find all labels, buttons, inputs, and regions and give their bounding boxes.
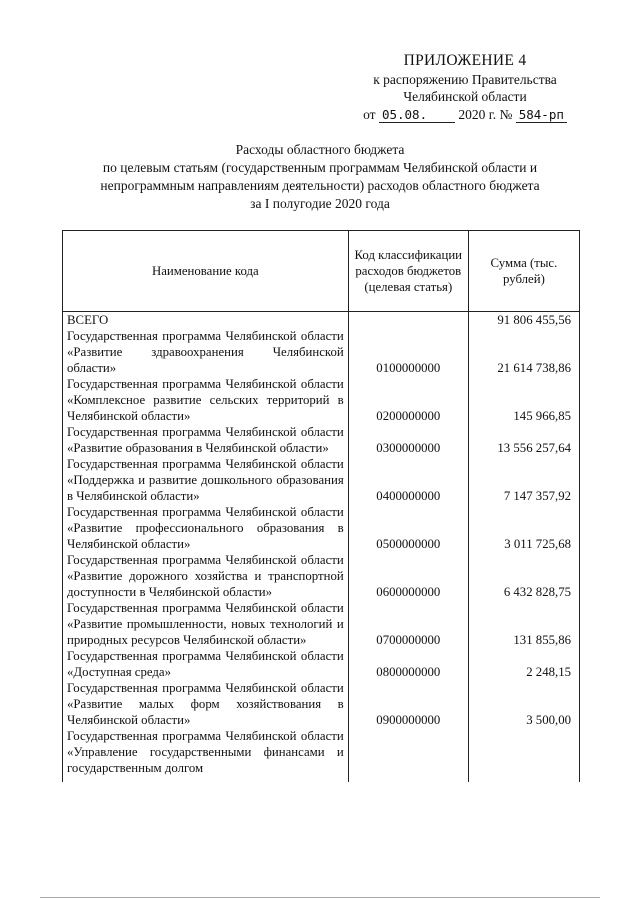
table-row	[63, 648, 580, 680]
title-line-2: по целевым статьям (государственным программам Челябинской области и	[102, 160, 538, 175]
row-sum: 7 147 357,92	[468, 456, 579, 504]
table-row	[63, 600, 580, 648]
row-sum	[468, 728, 579, 782]
table-row	[63, 680, 580, 728]
document-title	[60, 141, 580, 213]
table-row	[63, 424, 580, 456]
row-name: Государственная программа Челябинской области «Управление государственными финансами и государственным долгом	[63, 728, 349, 782]
row-name: Государственная программа Челябинской области «Развитие образования в Челябинской области»	[63, 424, 349, 456]
row-sum: 2 248,15	[468, 648, 579, 680]
row-sum: 3 011 725,68	[468, 504, 579, 552]
row-sum: 145 966,85	[468, 376, 579, 424]
page-bottom-edge	[40, 897, 600, 898]
row-sum: 21 614 738,86	[468, 328, 579, 376]
table-row	[63, 328, 580, 376]
appendix-title: ПРИЛОЖЕНИЕ 4	[403, 52, 527, 69]
row-code: 0700000000	[348, 600, 468, 648]
row-sum: 6 432 828,75	[468, 552, 579, 600]
column-header-name: Наименование кода	[63, 231, 349, 312]
order-reference	[350, 106, 580, 123]
title-line-3: непрограммным направлениям деятельности) расходов областного бюджета	[100, 178, 540, 193]
table-row	[63, 504, 580, 552]
row-name: Государственная программа Челябинской области «Развитие дорожного хозяйства и транспортной доступности в Челябинской области»	[63, 552, 349, 600]
row-name: Государственная программа Челябинской области «Поддержка и развитие дошкольного образования в Челябинской области»	[63, 456, 349, 504]
row-code: 0500000000	[348, 504, 468, 552]
row-code: 0600000000	[348, 552, 468, 600]
budget-table	[62, 230, 580, 782]
header-line-2: Челябинской области	[403, 89, 527, 104]
row-sum: 3 500,00	[468, 680, 579, 728]
row-name: Государственная программа Челябинской области «Развитие промышленности, новых технологий и природных ресурсов Челябинской области»	[63, 600, 349, 648]
total-row	[63, 312, 580, 329]
total-sum: 91 806 455,56	[468, 312, 579, 329]
row-sum: 131 855,86	[468, 600, 579, 648]
row-name: Государственная программа Челябинской области «Доступная среда»	[63, 648, 349, 680]
title-line-1: Расходы областного бюджета	[235, 142, 405, 157]
row-name: Государственная программа Челябинской области «Развитие профессионального образования в Челябинской области»	[63, 504, 349, 552]
row-sum: 13 556 257,64	[468, 424, 579, 456]
appendix-header	[350, 52, 580, 123]
total-code	[348, 312, 468, 329]
from-label: от	[363, 107, 376, 122]
row-name: Государственная программа Челябинской области «Развитие малых форм хозяйствования в Челябинской области»	[63, 680, 349, 728]
row-code	[348, 728, 468, 782]
order-number: 584-рп	[516, 108, 567, 123]
row-code: 0900000000	[348, 680, 468, 728]
row-code: 0400000000	[348, 456, 468, 504]
table-row	[63, 552, 580, 600]
row-name: Государственная программа Челябинской области «Комплексное развитие сельских территорий в Челябинской области»	[63, 376, 349, 424]
row-code: 0800000000	[348, 648, 468, 680]
row-code: 0200000000	[348, 376, 468, 424]
table-row	[63, 376, 580, 424]
column-header-sum: Сумма (тыс. рублей)	[468, 231, 579, 312]
table-row	[63, 456, 580, 504]
header-line-1: к распоряжению Правительства	[373, 72, 557, 87]
row-code: 0100000000	[348, 328, 468, 376]
column-header-code: Код классификации расходов бюджетов (целевая статья)	[348, 231, 468, 312]
order-date: 05.08.	[379, 108, 455, 123]
total-label: ВСЕГО	[63, 312, 349, 329]
title-line-4: за I полугодие 2020 года	[250, 196, 390, 211]
table-row	[63, 728, 580, 782]
table-header-row	[63, 231, 580, 312]
year-label: 2020 г. №	[458, 107, 513, 122]
row-name: Государственная программа Челябинской области «Развитие здравоохранения Челябинской области»	[63, 328, 349, 376]
row-code: 0300000000	[348, 424, 468, 456]
